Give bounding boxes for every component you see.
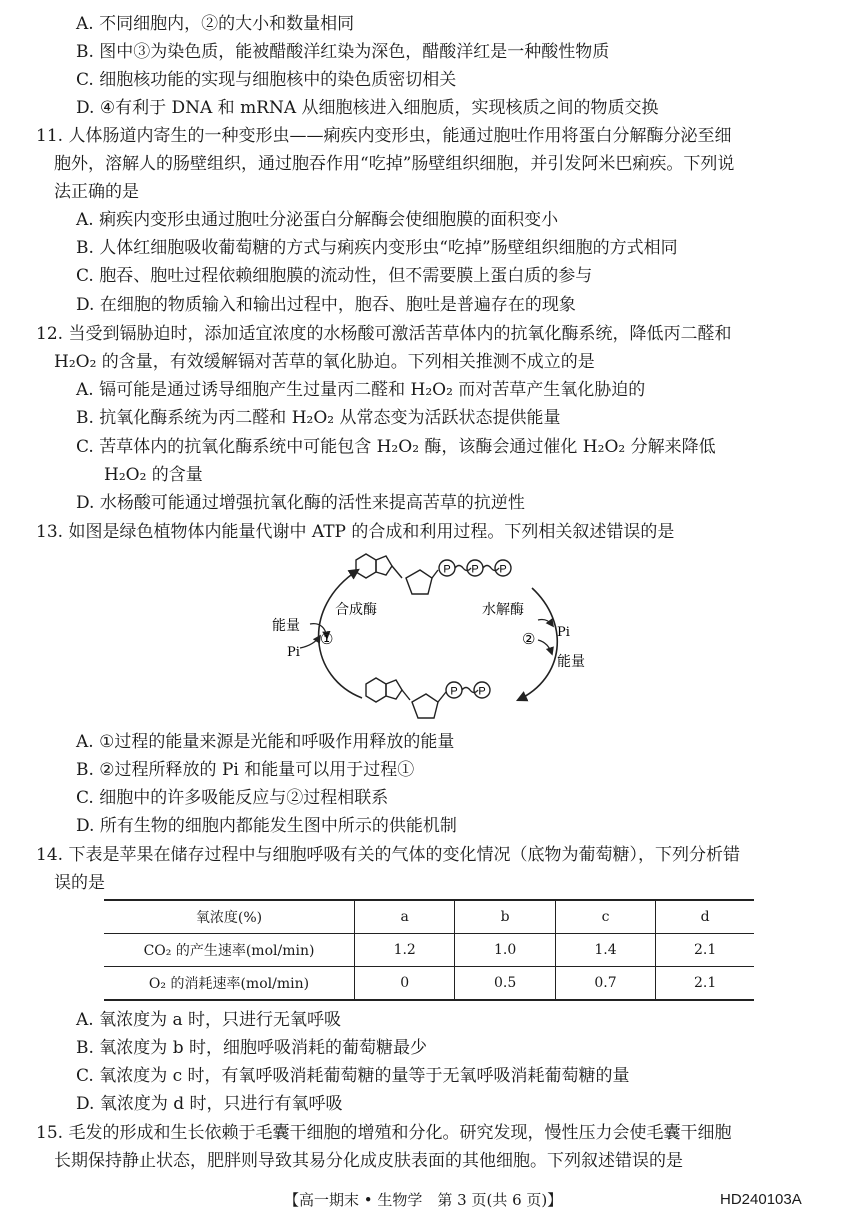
q13-option-c: C. 细胞中的许多吸能反应与②过程相联系 xyxy=(76,788,389,808)
table-cell: 2.1 xyxy=(656,967,754,1001)
table-cell: 1.0 xyxy=(455,934,555,967)
table-row xyxy=(104,934,754,967)
energy-out-arrow xyxy=(538,640,552,654)
q15-stem-line1: 15. 毛发的形成和生长依赖于毛囊干细胞的增殖和分化。研究发现，慢性压力会使毛囊干细胞 xyxy=(36,1123,732,1143)
q14-option-b: B. 氧浓度为 b 时，细胞呼吸消耗的葡萄糖最少 xyxy=(76,1038,427,1058)
hydrolase-label: 水解酶 xyxy=(482,602,524,618)
q13-option-d: D. 所有生物的细胞内都能发生图中所示的供能机制 xyxy=(76,816,457,836)
table-cell: a xyxy=(355,900,455,934)
q11-option-d: D. 在细胞的物质输入和输出过程中，胞吞、胞吐是普遍存在的现象 xyxy=(76,295,576,315)
adp-p2-label: P xyxy=(478,685,486,698)
table-cell: 2.1 xyxy=(656,934,754,967)
q14-stem-line1: 14. 下表是苹果在储存过程中与细胞呼吸有关的气体的变化情况（底物为葡萄糖），下列分析错 xyxy=(36,845,740,865)
table-cell: CO₂ 的产生速率(mol/min) xyxy=(104,934,355,967)
synthase-label: 合成酶 xyxy=(335,602,377,618)
q13-option-a: A. ①过程的能量来源是光能和呼吸作用释放的能量 xyxy=(76,732,455,752)
table-cell: b xyxy=(455,900,555,934)
q11-stem-line1: 11. 人体肠道内寄生的一种变形虫——痢疾内变形虫，能通过胞吐作用将蛋白分解酶分泌至细 xyxy=(36,126,732,146)
q12-stem-line1: 12. 当受到镉胁迫时，添加适宜浓度的水杨酸可激活苦草体内的抗氧化酶系统，降低丙二醛和 xyxy=(36,324,732,344)
adenine-pentagon xyxy=(376,556,392,575)
atp-cycle-diagram xyxy=(270,548,590,720)
table-cell: 0.5 xyxy=(455,967,555,1001)
step2-label: ② xyxy=(522,630,536,648)
q14-option-a: A. 氧浓度为 a 时，只进行无氧呼吸 xyxy=(76,1010,342,1030)
table-cell: 0.7 xyxy=(555,967,655,1001)
table-cell: 1.4 xyxy=(555,934,655,967)
atp-p2-label: P xyxy=(471,563,479,576)
q14-option-c: C. 氧浓度为 c 时，有氧呼吸消耗葡萄糖的量等于无氧呼吸消耗葡萄糖的量 xyxy=(76,1066,630,1086)
option-b: B. 图中③为染色质，能被醋酸洋红染为深色，醋酸洋红是一种酸性物质 xyxy=(76,42,610,62)
step1-label: ① xyxy=(320,630,334,648)
table-cell: c xyxy=(555,900,655,934)
q12-stem-line2: H₂O₂ 的含量，有效缓解镉对苦草的氧化胁迫。下列相关推测不成立的是 xyxy=(54,352,595,372)
q11-option-c: C. 胞吞、胞吐过程依赖细胞膜的流动性，但不需要膜上蛋白质的参与 xyxy=(76,266,593,286)
q12-option-d: D. 水杨酸可能通过增强抗氧化酶的活性来提高苦草的抗逆性 xyxy=(76,493,525,513)
atp-p1-label: P xyxy=(443,563,451,576)
energy-out-label: 能量 xyxy=(557,654,585,670)
option-d: D. ④有利于 DNA 和 mRNA 从细胞核进入细胞质，实现核质之间的物质交换 xyxy=(76,98,659,118)
page-footer: 【高一期末 • 生物学 第 3 页(共 6 页)】 xyxy=(284,1191,563,1209)
energy-in-label: 能量 xyxy=(272,618,300,634)
table-cell: 0 xyxy=(355,967,455,1001)
option-c: C. 细胞核功能的实现与细胞核中的染色质密切相关 xyxy=(76,70,457,90)
option-a: A. 不同细胞内，②的大小和数量相同 xyxy=(76,14,355,34)
q11-stem-line2: 胞外，溶解人的肠壁组织，通过胞吞作用“吃掉”肠壁组织细胞，并引发阿米巴痢疾。下列说 xyxy=(54,154,735,174)
pi-out-arrow xyxy=(538,619,553,626)
adp-ribose-pentagon xyxy=(412,694,438,718)
table-cell: d xyxy=(656,900,754,934)
table-row xyxy=(104,967,754,1001)
q12-option-a: A. 镉可能是通过诱导细胞产生过量丙二醛和 H₂O₂ 而对苦草产生氧化胁迫的 xyxy=(76,380,646,400)
q12-option-c-line1: C. 苦草体内的抗氧化酶系统中可能包含 H₂O₂ 酶，该酶会通过催化 H₂O₂ 分解来降低 xyxy=(76,437,716,457)
exam-code: HD240103A xyxy=(720,1191,802,1208)
q15-stem-line2: 长期保持静止状态，肥胖则导致其易分化成皮肤表面的其他细胞。下列叙述错误的是 xyxy=(54,1151,683,1171)
table-header-row xyxy=(104,900,754,934)
q11-option-a: A. 痢疾内变形虫通过胞吐分泌蛋白分解酶会使细胞膜的面积变小 xyxy=(76,210,559,230)
pi-in-label: Pi xyxy=(287,645,300,660)
adp-molecule xyxy=(366,678,490,718)
table-cell: 氧浓度(%) xyxy=(104,900,355,934)
q14-option-d: D. 氧浓度为 d 时，只进行有氧呼吸 xyxy=(76,1094,343,1114)
q14-stem-line2: 误的是 xyxy=(54,873,105,893)
pi-in-arrow xyxy=(300,636,320,648)
q12-option-c-line2: H₂O₂ 的含量 xyxy=(104,465,203,485)
adp-p1-label: P xyxy=(450,685,458,698)
q13-option-b: B. ②过程所释放的 Pi 和能量可以用于过程① xyxy=(76,760,415,780)
q13-stem: 13. 如图是绿色植物体内能量代谢中 ATP 的合成和利用过程。下列相关叙述错误的是 xyxy=(36,522,675,542)
q11-option-b: B. 人体红细胞吸收葡萄糖的方式与痢疾内变形虫“吃掉”肠壁组织细胞的方式相同 xyxy=(76,238,678,258)
table-cell: O₂ 的消耗速率(mol/min) xyxy=(104,967,355,1001)
atp-molecule xyxy=(356,554,511,594)
pi-out-label: Pi xyxy=(557,625,570,640)
atp-p3-label: P xyxy=(499,563,507,576)
respiration-table xyxy=(104,899,754,1001)
ribose-pentagon xyxy=(406,570,432,594)
q11-stem-line3: 法正确的是 xyxy=(54,182,139,202)
q12-option-b: B. 抗氧化酶系统为丙二醛和 H₂O₂ 从常态变为活跃状态提供能量 xyxy=(76,408,561,428)
table-cell: 1.2 xyxy=(355,934,455,967)
adenine-hexagon xyxy=(356,554,376,578)
